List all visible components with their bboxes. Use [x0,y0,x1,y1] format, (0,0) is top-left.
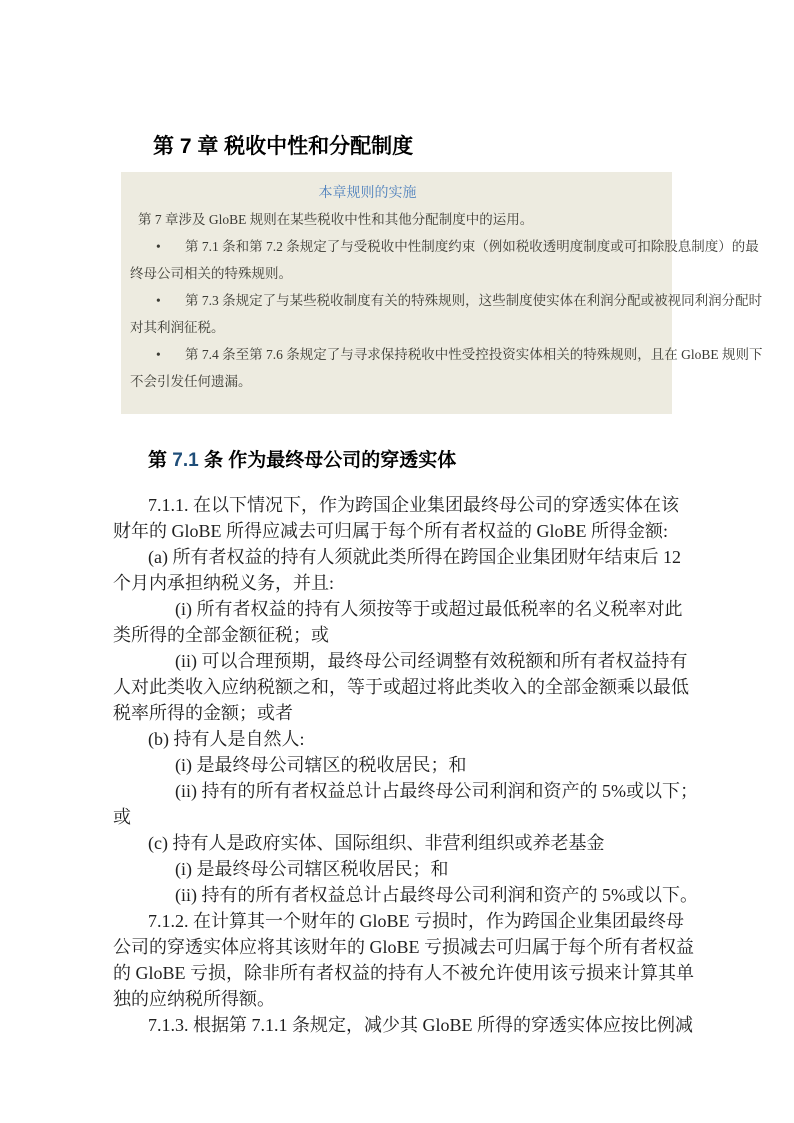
bullet-icon: • [156,293,161,308]
body-line-text: 7.1.3. 根据第 7.1.1 条规定，减少其 GloBE 所得的穿透实体应按比例减 [148,1015,693,1035]
info-box-line [130,287,763,314]
body-line-text: (i) 是最终母公司辖区的税收居民；和 [175,755,467,775]
info-box-line-text: 第 7.4 条至第 7.6 条规定了与寻求保持税收中性受控投资实体相关的特殊规则，且在 GloBE 规则下 [185,347,763,362]
body-line [113,752,685,778]
body-line [113,570,685,596]
body-line-text: 类所得的全部金额征税；或 [113,625,329,645]
body-line-text: 7.1.2. 在计算其一个财年的 GloBE 亏损时，作为跨国企业集团最终母 [148,911,684,931]
info-box-line [130,260,663,287]
body-line [113,596,685,622]
info-box-line-text: 第 7 章涉及 GloBE 规则在某些税收中性和其他分配制度中的运用。 [138,212,534,227]
info-box-line-text: 第 7.3 条规定了与某些税收制度有关的特殊规则，这些制度使实体在利润分配或被视同利润分配时 [185,293,763,308]
body-line [113,1012,693,1038]
info-box-line [130,314,663,341]
body-line-text: (ii) 持有的所有者权益总计占最终母公司利润和资产的 5%或以下。 [175,885,698,905]
body-text [113,492,698,1038]
bullet-icon: • [156,239,161,254]
body-line [113,856,685,882]
body-line [113,882,698,908]
body-line-text: 的 GloBE 亏损，除非所有者权益的持有人不被允许使用该亏损来计算其单 [113,963,694,983]
section-heading-suffix: 条 [198,449,229,471]
body-line-text: 税率所得的金额；或者 [113,703,293,723]
body-line [113,960,694,986]
body-line [113,518,685,544]
body-line [113,908,685,934]
body-line-text: (ii) 可以合理预期，最终母公司经调整有效税额和所有者权益持有 [175,651,688,671]
body-line [113,700,685,726]
section-number: 7.1 [172,449,199,471]
body-line-text: 7.1.1. 在以下情况下，作为跨国企业集团最终母公司的穿透实体在该 [148,495,679,515]
body-line [113,622,685,648]
body-line-text: 人对此类收入应纳税额之和，等于或超过将此类收入的全部金额乘以最低 [113,677,689,697]
info-box-body [130,206,763,395]
body-line-text: (c) 持有人是政府实体、国际组织、非营利组织或养老基金 [148,833,605,853]
body-line-text: (i) 所有者权益的持有人须按等于或超过最低税率的名义税率对此 [175,599,683,619]
info-box-line-text: 终母公司相关的特殊规则。 [130,266,292,281]
body-line [113,726,685,752]
section-heading-prefix: 第 [148,449,173,471]
body-line [113,986,685,1012]
info-box-line [130,233,759,260]
body-line-text: (i) 是最终母公司辖区税收居民；和 [175,859,449,879]
info-box-title: 本章规则的实施 [318,184,417,200]
body-line-text: 个月内承担纳税义务，并且: [113,573,334,593]
body-line [113,544,685,570]
body-line-text: (a) 所有者权益的持有人须就此类所得在跨国企业集团财年结束后 12 [148,547,681,567]
info-box-line [130,368,663,395]
section-title: 作为最终母公司的穿透实体 [228,449,457,471]
info-box-line-text: 第 7.1 条和第 7.2 条规定了与受税收中性制度约束（例如税收透明度制度或可扣除股息制度）的最 [185,239,759,254]
info-box [121,172,763,414]
bullet-icon: • [156,347,161,362]
body-line-text: (b) 持有人是自然人: [148,729,305,749]
body-line-text: 独的应纳税所得额。 [113,989,275,1009]
body-line [113,674,689,700]
body-line [113,804,685,830]
section-heading [148,445,456,472]
body-line [113,934,694,960]
body-line [113,648,688,674]
body-line-text: 或 [113,807,131,827]
body-line [113,492,685,518]
body-line [113,830,685,856]
body-line [113,778,698,804]
body-line-text: 公司的穿透实体应将其该财年的 GloBE 亏损减去可归属于每个所有者权益 [113,937,694,957]
info-box-line-text: 对其利润征税。 [130,320,225,335]
body-line-text: (ii) 持有的所有者权益总计占最终母公司利润和资产的 5%或以下； [175,781,698,801]
chapter-heading: 第 7 章 税收中性和分配制度 [153,135,414,159]
info-box-line [130,341,763,368]
body-line-text: 财年的 GloBE 所得应减去可归属于每个所有者权益的 GloBE 所得金额: [113,521,669,541]
info-box-line [130,206,663,233]
info-box-line-text: 不会引发任何遗漏。 [130,374,252,389]
